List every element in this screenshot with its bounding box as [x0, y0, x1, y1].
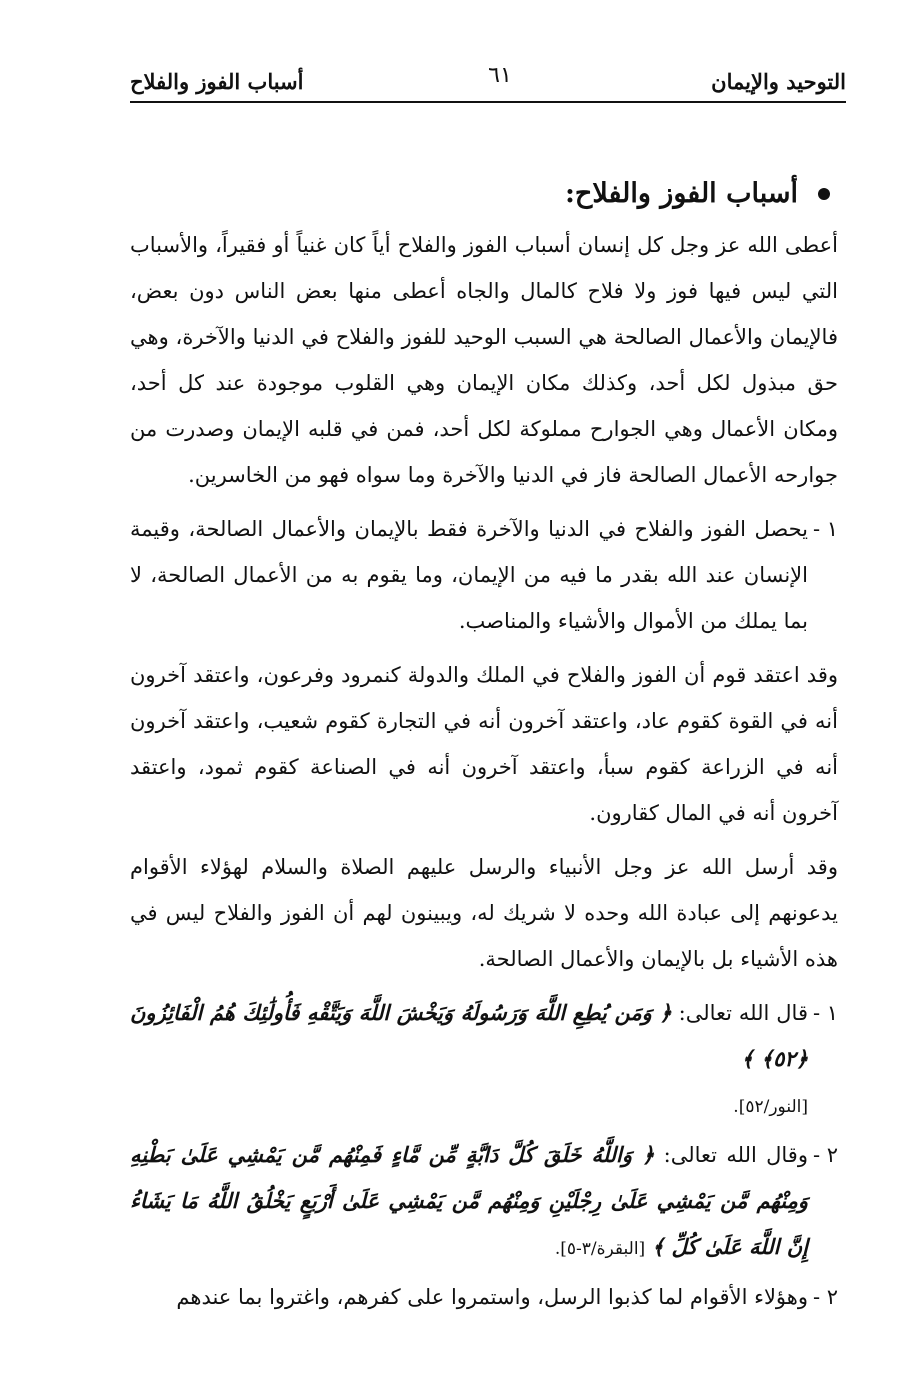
book-title: التوحيد والإيمان	[711, 69, 846, 94]
numbered-item-2	[130, 1274, 838, 1320]
quote-lead: قال الله تعالى:	[678, 1001, 808, 1025]
item-text: يحصل الفوز والفلاح في الدنيا والآخرة فقط بالإيمان والأعمال الصالحة، وقيمة الإنسان عند الله بقدر ما فيه من الإيمان، وما يقوم به من الأعمال الصالحة، لا بما يملك من الأموال والأشياء والمناصب.	[130, 517, 808, 633]
paragraph-beliefs: وقد اعتقد قوم أن الفوز والفلاح في الملك والدولة كنمرود وفرعون، واعتقد آخرون أنه في القوة كقوم عاد، واعتقد آخرون أنه في التجارة كقوم شعيب، واعتقد آخرون أنه في الزراعة كقوم سبأ، واعتقد آخرون أنه في الصناعة كقوم ثمود، واعتقد آخرون أنه في المال كقارون.	[130, 663, 838, 825]
section-title-text: أسباب الفوز والفلاح:	[564, 178, 798, 209]
quote-lead: وقال الله تعالى:	[663, 1143, 808, 1167]
paragraph-prophets: وقد أرسل الله عز وجل الأنبياء والرسل عليهم الصلاة والسلام لهؤلاء الأقوام يدعونهم إلى عبادة الله وحده لا شريك له، ويبينون لهم أن الفوز والفلاح ليس في هذه الأشياء بل بالإيمان والأعمال الصالحة.	[130, 855, 838, 971]
quran-quote-1	[130, 990, 838, 1130]
running-header	[130, 62, 846, 102]
quran-verse: ﴿ وَاللَّهُ خَلَقَ كُلَّ دَابَّةٍ مِّن مَّاءٍ فَمِنْهُم مَّن يَمْشِي عَلَىٰ بَطْنِهِ وَمِنْهُم مَّن يَمْشِي عَلَىٰ رِجْلَيْنِ وَمِنْهُم مَّن يَمْشِي عَلَىٰ أَرْبَعٍ يَخْلُقُ اللَّهُ مَا يَشَاءُ إِنَّ اللَّهَ عَلَىٰ كُلِّ ﴾	[130, 1142, 808, 1259]
item-number: ١ -	[812, 517, 838, 541]
quran-verse: ﴿ وَمَن يُطِعِ اللَّهَ وَرَسُولَهُ وَيَخْشَ اللَّهَ وَيَتَّقْهِ فَأُولَٰئِكَ هُمُ الْفَائِزُونَ ﴿٥٢﴾ ﴾	[130, 1000, 808, 1071]
header-rule	[130, 101, 846, 103]
quran-quote-2	[130, 1132, 838, 1272]
section-heading	[130, 170, 838, 218]
verse-reference: [البقرة/٣-٥].	[554, 1239, 646, 1259]
item-number: ٢ -	[812, 1285, 838, 1309]
page-number: ٦١	[488, 63, 512, 88]
numbered-item-1	[130, 506, 838, 644]
verse-reference: [النور/٥٢].	[733, 1097, 808, 1117]
bullet-icon	[818, 188, 830, 200]
item-text: وهؤلاء الأقوام لما كذبوا الرسل، واستمروا على كفرهم، واغتروا بما عندهم	[176, 1285, 808, 1309]
chapter-title: أسباب الفوز والفلاح	[130, 69, 304, 94]
item-number: ٢ -	[812, 1143, 838, 1167]
intro-paragraph: أعطى الله عز وجل كل إنسان أسباب الفوز والفلاح أياً كان غنياً أو فقيراً، والأسباب التي ليس فيها فوز ولا فلاح كالمال والجاه أعطى منها بعض الناس دون بعض، فالإيمان والأعمال الصالحة هي السبب الوحيد للفوز والفلاح في الدنيا والآخرة، وهي حق مبذول لكل أحد، وكذلك مكان الإيمان وهي القلوب موجودة عند كل أحد، ومكان الأعمال وهي الجوارح مملوكة لكل أحد، فمن في قلبه الإيمان وصدرت من جوارحه الأعمال الصالحة فاز في الدنيا والآخرة وما سواه فهو من الخاسرين.	[130, 233, 838, 487]
item-number: ١ -	[812, 1001, 838, 1025]
page-content	[130, 170, 838, 1328]
